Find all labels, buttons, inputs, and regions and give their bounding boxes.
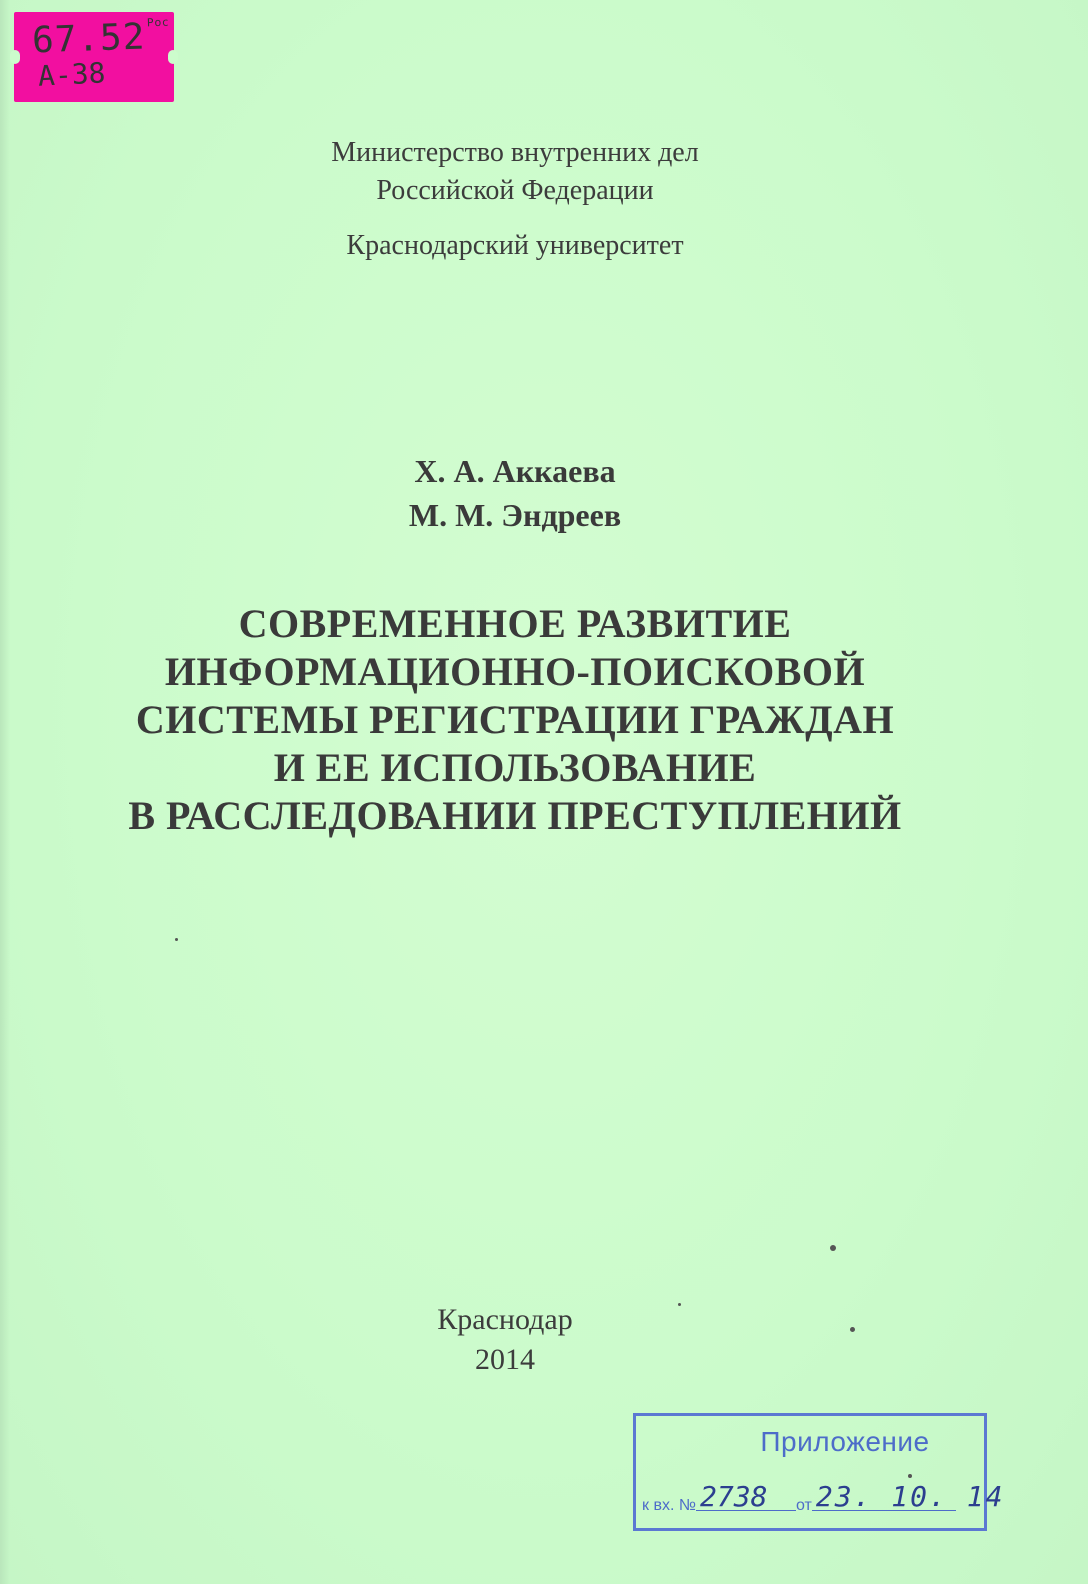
library-sticker bbox=[14, 12, 174, 102]
sticker-code-line1 bbox=[31, 16, 170, 62]
ministry-heading bbox=[0, 134, 1030, 210]
title-line-2: ИНФОРМАЦИОННО-ПОИСКОВОЙ bbox=[164, 649, 866, 694]
imprint-city: Краснодар bbox=[437, 1303, 573, 1336]
paper-speck bbox=[908, 1474, 912, 1478]
sticker-notch-left bbox=[10, 50, 20, 64]
paper-speck bbox=[850, 1327, 855, 1332]
sticker-code-sup: Рос bbox=[146, 15, 170, 30]
stamp-title: Приложение bbox=[760, 1426, 930, 1457]
university-name: Краснодарский университет bbox=[346, 230, 684, 261]
paper-speck bbox=[830, 1245, 836, 1251]
imprint bbox=[0, 1300, 1010, 1380]
title-line-5: В РАССЛЕДОВАНИИ ПРЕСТУПЛЕНИЙ bbox=[128, 793, 902, 838]
ministry-line-2: Российской Федерации bbox=[376, 175, 654, 206]
title-line-4: И ЕЕ ИСПОЛЬЗОВАНИЕ bbox=[273, 745, 757, 790]
stamp-from-label: от bbox=[796, 1497, 812, 1514]
sticker-code-line2: А-38 bbox=[37, 56, 107, 93]
author-2: М. М. Эндреев bbox=[408, 497, 622, 533]
title-line-1: СОВРЕМЕННОЕ РАЗВИТИЕ bbox=[238, 601, 792, 646]
stamp-in-label: к вх. № bbox=[642, 1497, 696, 1514]
title-line-3: СИСТЕМЫ РЕГИСТРАЦИИ ГРАЖДАН bbox=[135, 697, 895, 742]
author-1: Х. А. Аккаева bbox=[414, 453, 616, 489]
stamp-details-row bbox=[642, 1480, 1005, 1515]
paper-speck bbox=[678, 1303, 681, 1306]
ministry-line-1: Министерство внутренних дел bbox=[331, 137, 699, 168]
paper-speck bbox=[175, 938, 178, 941]
stamp-in-number: 2738 bbox=[696, 1484, 796, 1511]
authors-block bbox=[0, 449, 1030, 537]
imprint-year: 2014 bbox=[475, 1343, 535, 1376]
book-title bbox=[0, 600, 1030, 840]
stamp-date: 23. 10. 14 bbox=[812, 1484, 956, 1511]
sticker-code-number: 67.52 bbox=[31, 16, 147, 62]
registration-stamp bbox=[633, 1413, 1005, 1531]
